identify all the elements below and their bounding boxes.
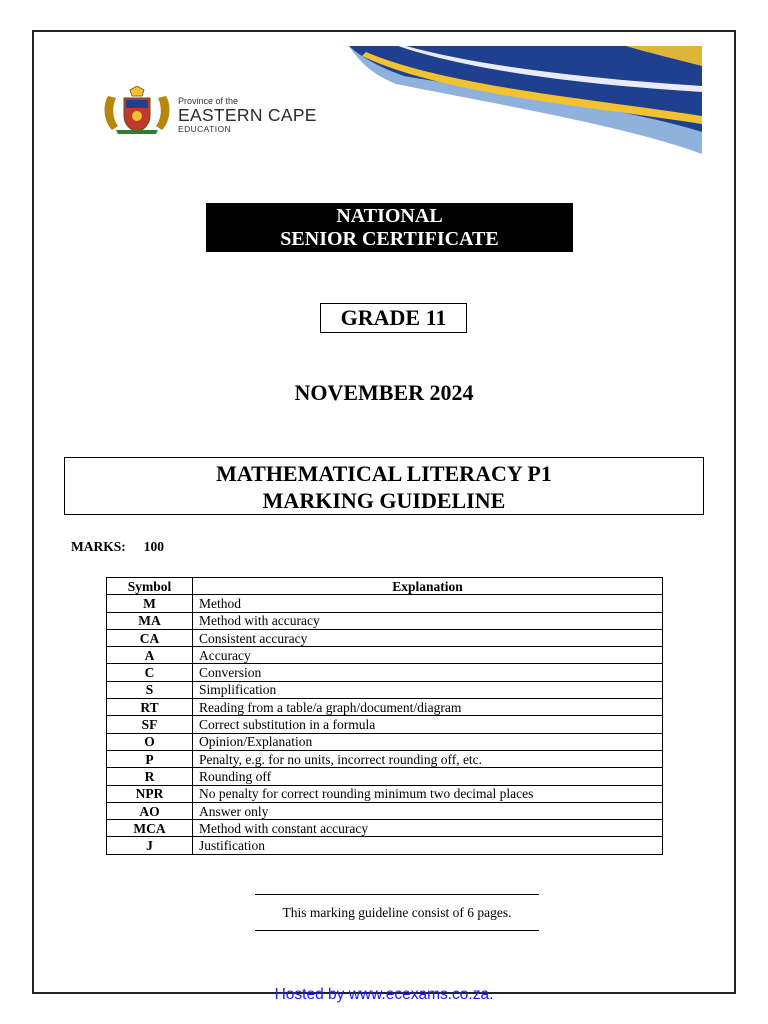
symbol-cell: O	[107, 733, 193, 750]
explanation-cell: No penalty for correct rounding minimum two decimal places	[193, 785, 663, 802]
language-taglines	[414, 114, 646, 140]
tagline-sotho: Porafense Ya Kapa Botjhabela: Lefapha la Thuto	[418, 128, 531, 135]
symbol-cell: RT	[107, 699, 193, 716]
column-header-explanation: Explanation	[193, 578, 663, 595]
explanation-cell: Penalty, e.g. for no units, incorrect rounding off, etc.	[193, 750, 663, 767]
subject-title	[64, 457, 704, 515]
symbol-cell: C	[107, 664, 193, 681]
symbol-cell: MCA	[107, 820, 193, 837]
symbol-cell: S	[107, 681, 193, 698]
hosted-by-link[interactable]: Hosted by www.ecexams.co.za.	[274, 986, 494, 1003]
explanation-cell: Conversion	[193, 664, 663, 681]
table-row	[107, 664, 663, 681]
page-count-note: This marking guideline consist of 6 pages.	[255, 894, 539, 931]
total-marks	[71, 539, 164, 555]
certificate-title-line1: NATIONAL	[336, 205, 443, 227]
explanation-cell: Correct substitution in a formula	[193, 716, 663, 733]
table-row	[107, 837, 663, 854]
explanation-cell: Consistent accuracy	[193, 629, 663, 646]
province-prefix: Province of the	[178, 96, 239, 106]
subject-title-line2: MARKING GUIDELINE	[262, 488, 506, 513]
certificate-title	[206, 203, 573, 252]
table-row	[107, 681, 663, 698]
explanation-cell: Method	[193, 595, 663, 612]
province-name: EASTERN CAPE	[178, 105, 317, 125]
explanation-cell: Answer only	[193, 802, 663, 819]
explanation-cell: Method with accuracy	[193, 612, 663, 629]
symbol-cell: R	[107, 768, 193, 785]
table-row	[107, 733, 663, 750]
column-header-symbol: Symbol	[107, 578, 193, 595]
explanation-cell: Reading from a table/a graph/document/diagram	[193, 699, 663, 716]
tagline-xhosa: Iphondo leMpuma Koloni: Isebe leMfundo	[418, 116, 514, 122]
province-logo-text	[178, 96, 317, 134]
symbol-cell: MA	[107, 612, 193, 629]
symbol-cell: SF	[107, 716, 193, 733]
symbol-cell: P	[107, 750, 193, 767]
explanation-cell: Accuracy	[193, 647, 663, 664]
explanation-cell: Method with constant accuracy	[193, 820, 663, 837]
explanation-cell: Justification	[193, 837, 663, 854]
table-row	[107, 699, 663, 716]
table-row	[107, 820, 663, 837]
tagline-afrikaans: Provinsie van die Oos Kaap: Departement van Onderwys	[418, 122, 550, 129]
table-row	[107, 750, 663, 767]
symbol-table	[106, 577, 663, 855]
marks-value: 100	[143, 539, 164, 554]
exam-date: NOVEMBER 2024	[294, 380, 474, 405]
header-banner	[66, 46, 702, 154]
table-row	[107, 768, 663, 785]
department-name: EDUCATION	[178, 124, 232, 134]
coat-of-arms-icon	[102, 86, 172, 134]
symbol-cell: AO	[107, 802, 193, 819]
marks-label: MARKS:	[71, 539, 126, 554]
table-header-row	[107, 578, 663, 595]
grade-label: GRADE 11	[320, 303, 467, 333]
symbol-cell: CA	[107, 629, 193, 646]
symbol-cell: NPR	[107, 785, 193, 802]
symbol-cell: A	[107, 647, 193, 664]
explanation-cell: Opinion/Explanation	[193, 733, 663, 750]
table-row	[107, 716, 663, 733]
subject-title-line1: MATHEMATICAL LITERACY P1	[216, 461, 552, 486]
explanation-cell: Simplification	[193, 681, 663, 698]
table-row	[107, 647, 663, 664]
table-row	[107, 802, 663, 819]
certificate-title-line2: SENIOR CERTIFICATE	[280, 228, 499, 250]
table-row	[107, 612, 663, 629]
table-row	[107, 629, 663, 646]
table-row	[107, 595, 663, 612]
explanation-cell: Rounding off	[193, 768, 663, 785]
symbol-cell: J	[107, 837, 193, 854]
symbol-cell: M	[107, 595, 193, 612]
table-row	[107, 785, 663, 802]
